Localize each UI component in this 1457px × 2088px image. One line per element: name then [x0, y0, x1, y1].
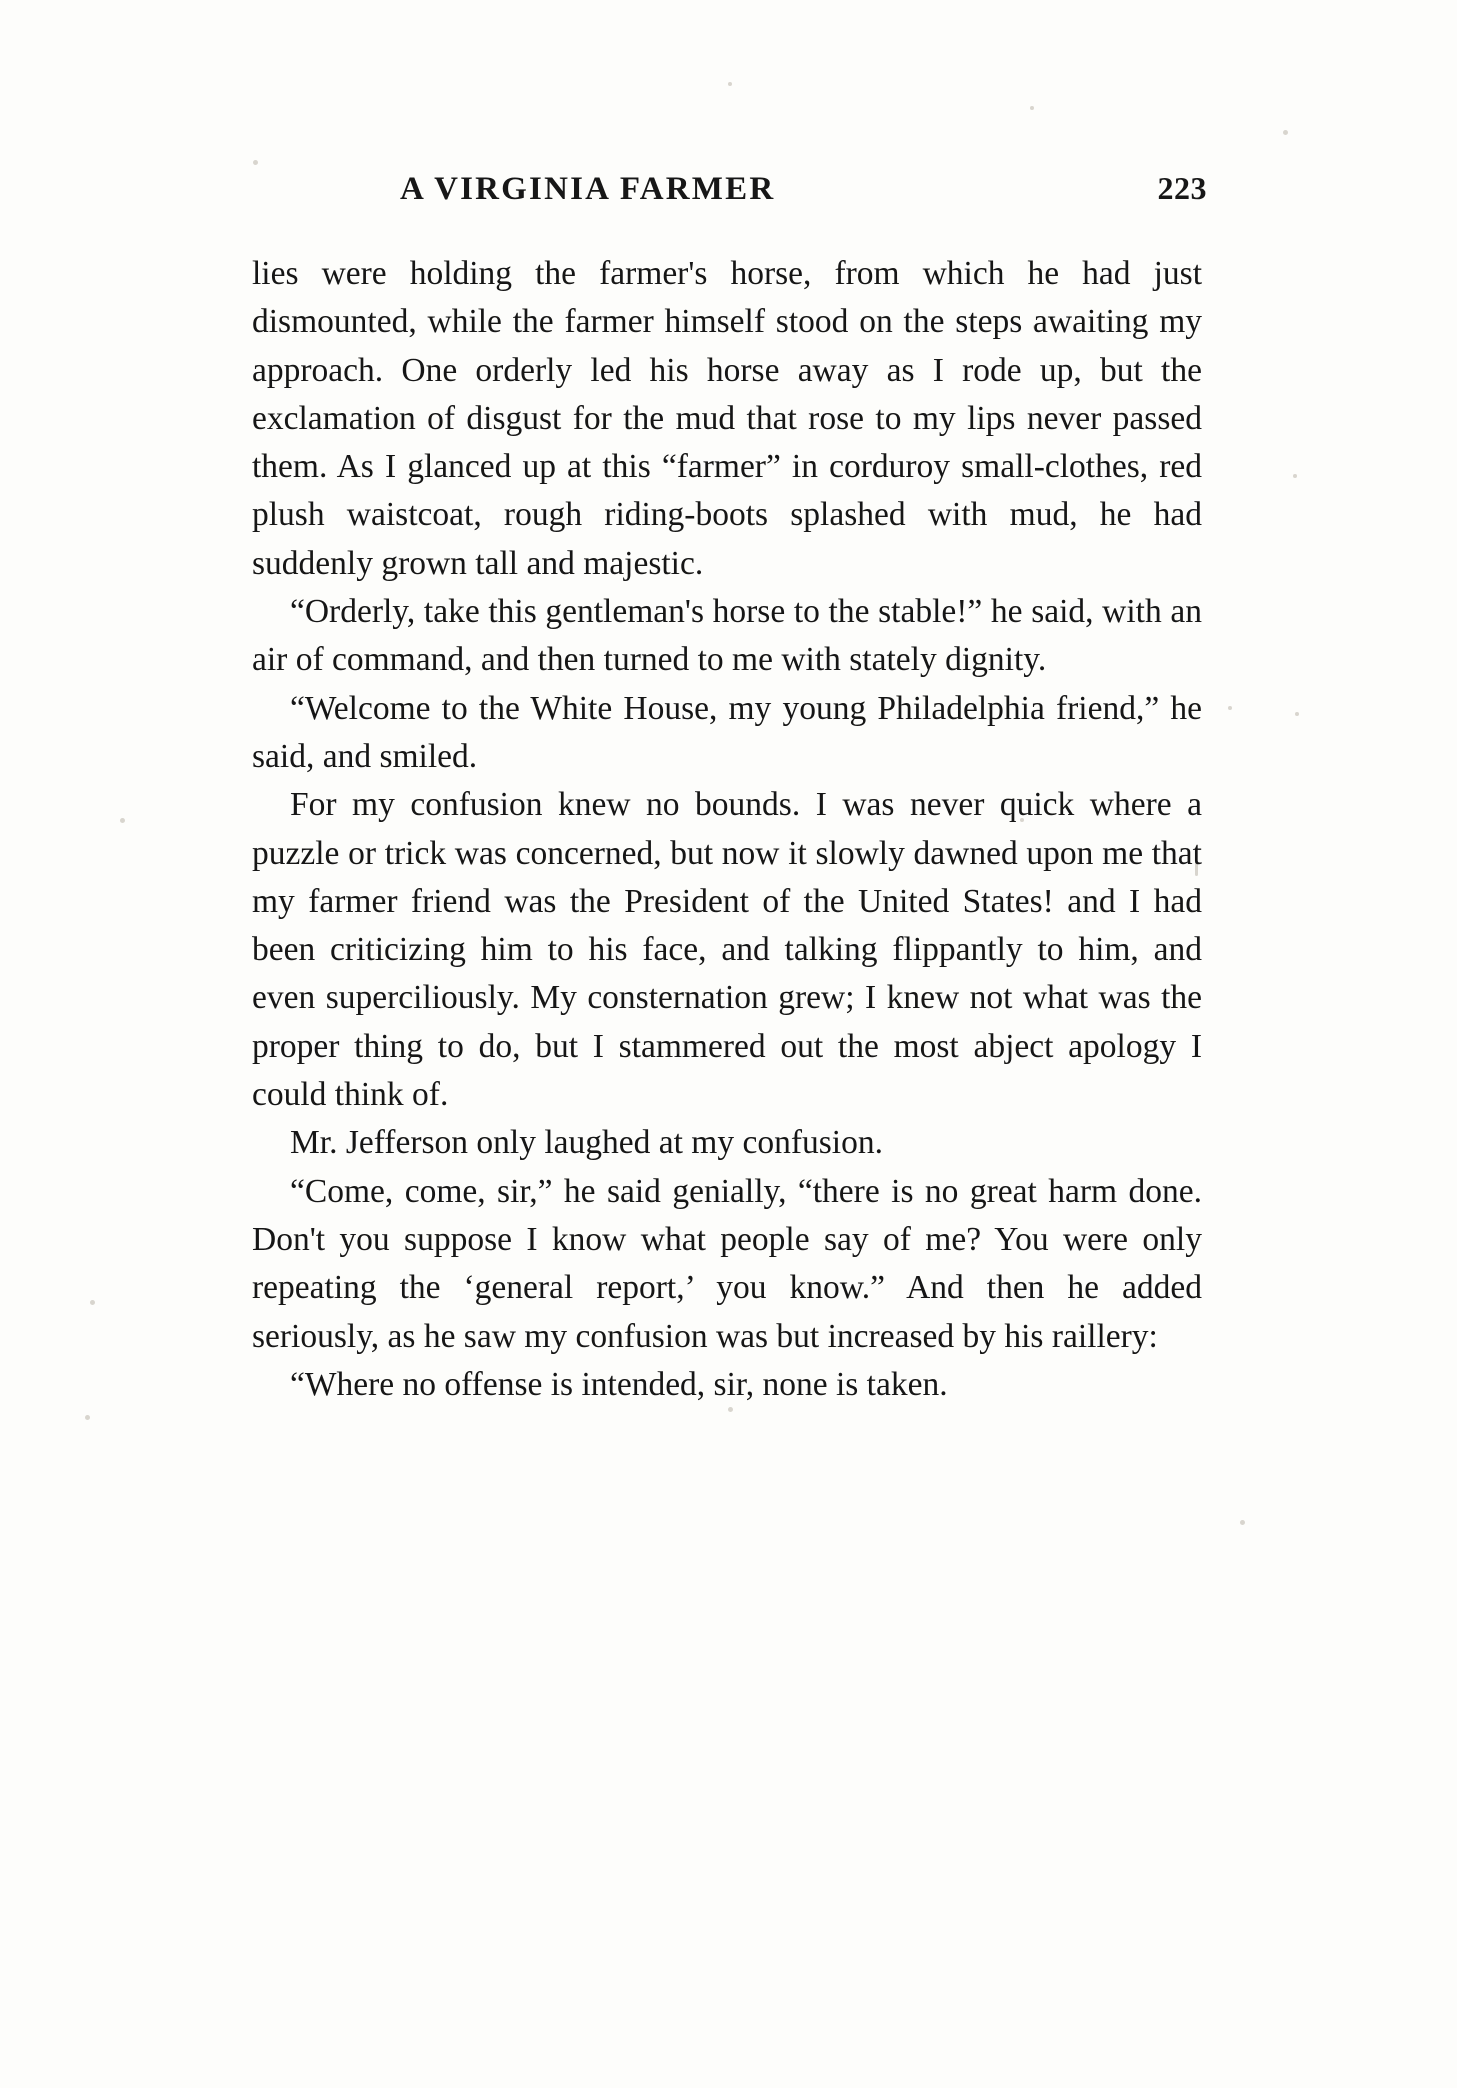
- paragraph: “Orderly, take this gentleman's horse to the stable!” he said, with an air of command, and then turned to me with stately dignity.: [252, 593, 1202, 679]
- paragraph: lies were holding the farmer's horse, from which he had just dismounted, while the farmer himself stood on the steps awaiting my approach. One orderly led his horse away as I rode up, but the exclamation of disgust for the mud that rose to my lips never passed them. As I glanced up at this “farmer” in corduroy small-clothes, red plush waistcoat, rough riding-boots splashed with mud, he had suddenly grown tall and majestic.: [252, 255, 1202, 582]
- paper-speck: [1295, 712, 1299, 716]
- paragraph: “Where no offense is intended, sir, none is taken.: [290, 1365, 948, 1403]
- paper-speck: [253, 160, 258, 165]
- paper-speck: [85, 1415, 90, 1420]
- paragraph: “Come, come, sir,” he said genially, “there is no great harm done. Don't you suppose I know what people say of me? You were only repeating the ‘general report,’ you know.” And then he added seriously, as he saw my confusion was but increased by his raillery:: [252, 1172, 1202, 1355]
- page-header: [252, 170, 1207, 208]
- paper-speck: [1228, 706, 1232, 710]
- paper-speck: [1283, 130, 1288, 135]
- paragraph: For my confusion knew no bounds. I was never quick where a puzzle or trick was concerned, but now it slowly dawned upon me that my farmer friend was the President of the United States! and I had been criticizing him to his face, and talking flippantly to him, and even superciliously. My consternation grew; I knew not what was the proper thing to do, but I stammered out the most abject apology I could think of.: [252, 786, 1202, 1114]
- paragraph: “Welcome to the White House, my young Philadelphia friend,” he said, and smiled.: [252, 689, 1202, 775]
- running-title: A VIRGINIA FARMER: [400, 171, 776, 207]
- body-text: [252, 250, 1202, 1409]
- paper-speck: [1293, 474, 1297, 478]
- paragraph: Mr. Jefferson only laughed at my confusion.: [290, 1124, 883, 1162]
- page-number: 223: [1157, 170, 1207, 206]
- paper-speck: [1240, 1520, 1245, 1525]
- paper-speck: [90, 1300, 95, 1305]
- paper-speck: [120, 818, 125, 823]
- paper-speck: [728, 82, 732, 86]
- paper-speck: [1030, 106, 1034, 110]
